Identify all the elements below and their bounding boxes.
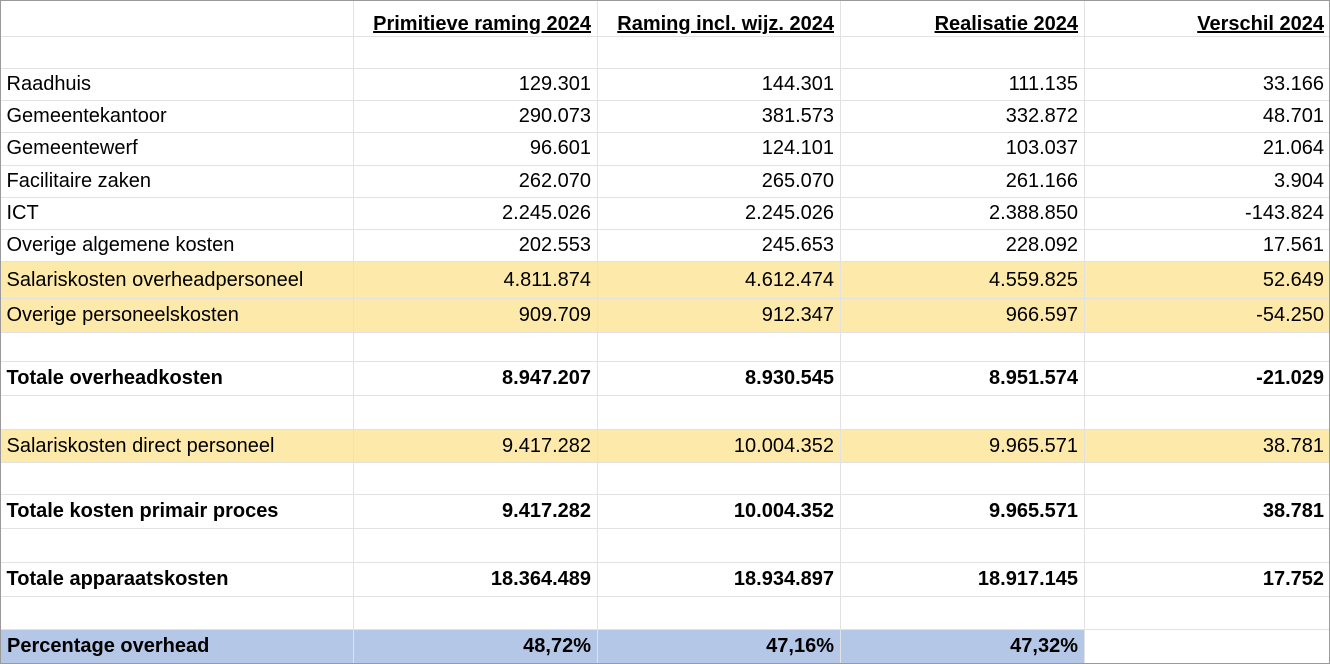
cell[interactable]	[1, 332, 354, 361]
value-raming[interactable]: 18.934.897	[598, 563, 841, 597]
row-label[interactable]: Overige algemene kosten	[1, 229, 354, 261]
row-label[interactable]: Percentage overhead	[1, 629, 354, 663]
row-label[interactable]: Totale kosten primair proces	[1, 494, 354, 528]
table-row-salariskosten-direct	[1, 430, 1330, 463]
value-verschil[interactable]: 52.649	[1085, 262, 1330, 299]
cell[interactable]	[598, 597, 841, 629]
value-verschil[interactable]: 38.781	[1085, 494, 1330, 528]
value-realisatie[interactable]: 111.135	[841, 68, 1085, 100]
value-realisatie[interactable]: 9.965.571	[841, 430, 1085, 463]
value-realisatie[interactable]: 8.951.574	[841, 361, 1085, 395]
cell[interactable]	[354, 597, 598, 629]
value-realisatie[interactable]: 18.917.145	[841, 563, 1085, 597]
row-label[interactable]: Totale overheadkosten	[1, 361, 354, 395]
row-label[interactable]: Facilitaire zaken	[1, 165, 354, 197]
cell[interactable]	[1, 597, 354, 629]
header-cell-realisatie[interactable]	[841, 0, 1085, 36]
cell[interactable]	[598, 396, 841, 430]
cell[interactable]	[598, 463, 841, 494]
table-row-totale-kosten-primair	[1, 494, 1330, 528]
row-label[interactable]: Gemeentekantoor	[1, 101, 354, 133]
cell-empty[interactable]	[1085, 629, 1330, 663]
value-realisatie[interactable]: 2.388.850	[841, 197, 1085, 229]
table-row-gemeentekantoor	[1, 101, 1330, 133]
value-realisatie[interactable]: 228.092	[841, 229, 1085, 261]
value-raming[interactable]: 144.301	[598, 68, 841, 100]
value-primitieve[interactable]: 290.073	[354, 101, 598, 133]
table-row-gemeentewerf	[1, 133, 1330, 165]
cell[interactable]	[354, 396, 598, 430]
empty-row	[1, 528, 1330, 562]
value-primitieve[interactable]: 48,72%	[354, 629, 598, 663]
value-raming[interactable]: 381.573	[598, 101, 841, 133]
table-row-totale-overheadkosten	[1, 361, 1330, 395]
value-primitieve[interactable]: 8.947.207	[354, 361, 598, 395]
row-label[interactable]: Salariskosten overheadpersoneel	[1, 262, 354, 299]
cell[interactable]	[841, 332, 1085, 361]
empty-row	[1, 396, 1330, 430]
header-cell-empty[interactable]	[1, 0, 354, 36]
value-realisatie[interactable]: 332.872	[841, 101, 1085, 133]
cell[interactable]	[1, 396, 354, 430]
cell[interactable]	[354, 36, 598, 68]
value-verschil[interactable]: 33.166	[1085, 68, 1330, 100]
cell[interactable]	[841, 597, 1085, 629]
value-primitieve[interactable]: 18.364.489	[354, 563, 598, 597]
value-realisatie[interactable]: 261.166	[841, 165, 1085, 197]
cell[interactable]	[841, 463, 1085, 494]
value-primitieve[interactable]: 909.709	[354, 299, 598, 332]
header-cell-primitieve[interactable]	[354, 0, 598, 36]
value-verschil[interactable]: -21.029	[1085, 361, 1330, 395]
empty-row	[1, 332, 1330, 361]
value-realisatie[interactable]: 966.597	[841, 299, 1085, 332]
row-label[interactable]: Overige personeelskosten	[1, 299, 354, 332]
value-raming[interactable]: 10.004.352	[598, 430, 841, 463]
header-cell-verschil[interactable]	[1085, 0, 1330, 36]
table-row-ict	[1, 197, 1330, 229]
value-primitieve[interactable]: 4.811.874	[354, 262, 598, 299]
cell[interactable]	[1, 528, 354, 562]
header-realisatie: Realisatie 2024	[934, 12, 1078, 35]
cell[interactable]	[354, 463, 598, 494]
table-row-salariskosten-overhead	[1, 262, 1330, 299]
row-label[interactable]: Salariskosten direct personeel	[1, 430, 354, 463]
value-primitieve[interactable]: 202.553	[354, 229, 598, 261]
value-realisatie[interactable]: 103.037	[841, 133, 1085, 165]
value-primitieve[interactable]: 129.301	[354, 68, 598, 100]
row-label[interactable]: Raadhuis	[1, 68, 354, 100]
empty-row	[1, 597, 1330, 629]
value-raming[interactable]: 47,16%	[598, 629, 841, 663]
value-raming[interactable]: 265.070	[598, 165, 841, 197]
value-primitieve[interactable]: 9.417.282	[354, 430, 598, 463]
table-row-facilitaire-zaken	[1, 165, 1330, 197]
value-realisatie[interactable]: 9.965.571	[841, 494, 1085, 528]
table-row-overige-algemene-kosten	[1, 229, 1330, 261]
value-realisatie[interactable]: 47,32%	[841, 629, 1085, 663]
value-primitieve[interactable]: 262.070	[354, 165, 598, 197]
row-label[interactable]: Gemeentewerf	[1, 133, 354, 165]
header-cell-raming-incl[interactable]	[598, 0, 841, 36]
table-row-overige-personeelskosten	[1, 299, 1330, 332]
cell[interactable]	[841, 36, 1085, 68]
value-raming[interactable]: 912.347	[598, 299, 841, 332]
value-verschil[interactable]: -54.250	[1085, 299, 1330, 332]
value-raming[interactable]: 8.930.545	[598, 361, 841, 395]
value-verschil[interactable]: 3.904	[1085, 165, 1330, 197]
value-raming[interactable]: 245.653	[598, 229, 841, 261]
cell[interactable]	[1, 463, 354, 494]
value-verschil[interactable]: 21.064	[1085, 133, 1330, 165]
value-verschil[interactable]: -143.824	[1085, 197, 1330, 229]
cell[interactable]	[841, 528, 1085, 562]
table-row-totale-apparaatskosten	[1, 563, 1330, 597]
value-primitieve[interactable]: 96.601	[354, 133, 598, 165]
cell[interactable]	[1, 36, 354, 68]
value-verschil[interactable]: 17.752	[1085, 563, 1330, 597]
value-verschil[interactable]: 17.561	[1085, 229, 1330, 261]
cell[interactable]	[1085, 528, 1330, 562]
empty-row	[1, 463, 1330, 494]
cell[interactable]	[598, 528, 841, 562]
cell[interactable]	[598, 36, 841, 68]
header-primitieve-raming: Primitieve raming 2024	[373, 12, 591, 35]
value-raming[interactable]: 2.245.026	[598, 197, 841, 229]
empty-row	[1, 36, 1330, 68]
value-verschil[interactable]: 48.701	[1085, 101, 1330, 133]
header-row	[1, 0, 1330, 36]
cell[interactable]	[598, 332, 841, 361]
value-raming[interactable]: 10.004.352	[598, 494, 841, 528]
cell[interactable]	[354, 528, 598, 562]
cell[interactable]	[1085, 332, 1330, 361]
header-verschil: Verschil 2024	[1197, 12, 1324, 35]
cell[interactable]	[1085, 463, 1330, 494]
cell[interactable]	[1085, 36, 1330, 68]
row-label[interactable]: Totale apparaatskosten	[1, 563, 354, 597]
table-row-raadhuis	[1, 68, 1330, 100]
table-row-percentage-overhead	[1, 629, 1330, 663]
cell[interactable]	[1085, 396, 1330, 430]
value-primitieve[interactable]: 2.245.026	[354, 197, 598, 229]
value-raming[interactable]: 124.101	[598, 133, 841, 165]
row-label[interactable]: ICT	[1, 197, 354, 229]
cell[interactable]	[1085, 597, 1330, 629]
header-raming-incl-wijz: Raming incl. wijz. 2024	[617, 12, 834, 35]
cell[interactable]	[841, 396, 1085, 430]
value-primitieve[interactable]: 9.417.282	[354, 494, 598, 528]
cell[interactable]	[354, 332, 598, 361]
value-realisatie[interactable]: 4.559.825	[841, 262, 1085, 299]
value-raming[interactable]: 4.612.474	[598, 262, 841, 299]
value-verschil[interactable]: 38.781	[1085, 430, 1330, 463]
